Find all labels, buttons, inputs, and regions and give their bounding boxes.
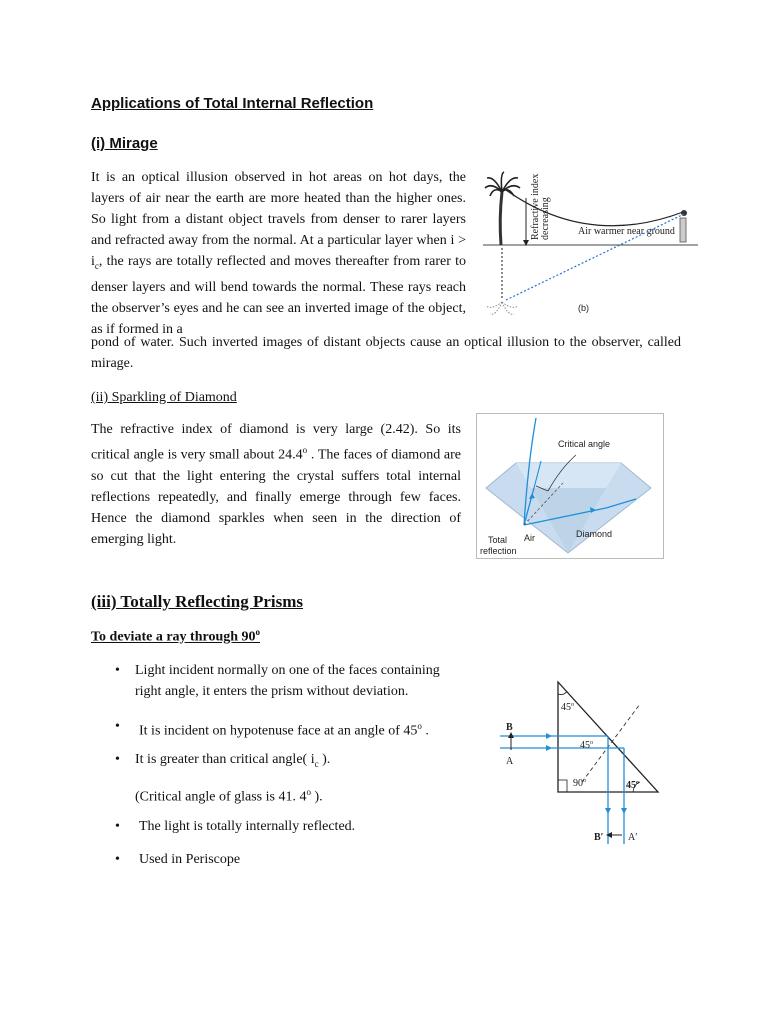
bullet-dot: • (115, 852, 120, 867)
svg-text:Air: Air (524, 533, 535, 543)
page-title: Applications of Total Internal Reflection (91, 95, 374, 112)
bullet-dot: • (115, 719, 120, 734)
diamond-paragraph: The refractive index of diamond is very large (2.42). So its critical angle is very small about 24.4$^o$ . The faces of diamond are so cut that the light entering the crystal suffers total internal reflections repeatedly, and finally emerge through few faces. Hence the diamond sparkles when seen in the direction of emerging light. (91, 422, 462, 547)
svg-text:Diamond: Diamond (576, 529, 613, 539)
svg-text:B: B (506, 722, 513, 733)
bullet-3-note: (Critical angle of glass is 41. 4$^o$ ). (135, 787, 323, 805)
mirage-paragraph: It is an optical illusion observed in hot areas on hot days, the layers of air near the earth are more heated than the higher ones. So light from a distant object travels from denser to rarer layers and refracted away from the normal. At a particular layer when $i > i_c$, the rays are totally reflected and moves thereafter from rarer to denser layers and will bend towards the normal. These rays reach the observer’s eyes and he can see an inverted image of the object, as if formed in a (91, 170, 466, 337)
diamond-heading: (ii) Sparkling of Diamond (91, 390, 237, 405)
svg-text:(b): (b) (578, 303, 589, 313)
inverted-palm-icon (486, 302, 518, 314)
bullet-3: It is greater than critical angle( $i_c$ ). (135, 752, 331, 769)
svg-text:A: A (506, 756, 514, 767)
svg-text:45o: 45$^o$ (626, 780, 639, 791)
deviate-heading: To deviate a ray through 90$^o$ (91, 627, 261, 645)
svg-text:45o: 45$^o$ (561, 702, 574, 713)
bullet-1-line-1: Light incident normally on one of the faces containing (135, 663, 440, 678)
prisms-heading: (iii) Totally Reflecting Prisms (91, 592, 304, 611)
svg-text:A′: A′ (628, 832, 638, 843)
bullet-5: Used in Periscope (139, 852, 241, 867)
bullet-4: The light is totally internally reflected. (139, 819, 356, 834)
palm-tree-icon (485, 172, 520, 196)
mirage-diagram (478, 168, 703, 323)
svg-text:Total: Total (488, 535, 508, 545)
bullet-2: It is incident on hypotenuse face at an angle of 45$^o$ . (139, 721, 429, 739)
bullet-1-line-2: right angle, it enters the prism without deviation. (135, 684, 409, 699)
mirage-paragraph-end: pond of water. Such inverted images of distant objects cause an optical illusion to the observer, called mirage. (91, 335, 681, 371)
diamond-diagram (476, 413, 664, 559)
palm-trunk (500, 192, 502, 245)
mirage-heading: (i) Mirage (91, 135, 158, 152)
svg-text:45o: 45$^o$ (580, 740, 593, 751)
bullet-dot: • (115, 752, 120, 767)
svg-text:reflection: reflection (480, 546, 517, 556)
prism-diagram (498, 672, 668, 850)
svg-text:decreasing: decreasing (540, 197, 551, 240)
svg-text:B′: B′ (594, 832, 604, 843)
svg-text:Refractive index: Refractive index (530, 173, 541, 240)
svg-text:Critical angle: Critical angle (558, 439, 611, 449)
svg-text:90o: 90$^o$ (573, 778, 586, 789)
bullet-dot: • (115, 819, 120, 834)
svg-text:Air warmer near ground: Air warmer near ground (578, 226, 675, 237)
bullet-dot: • (115, 663, 120, 678)
